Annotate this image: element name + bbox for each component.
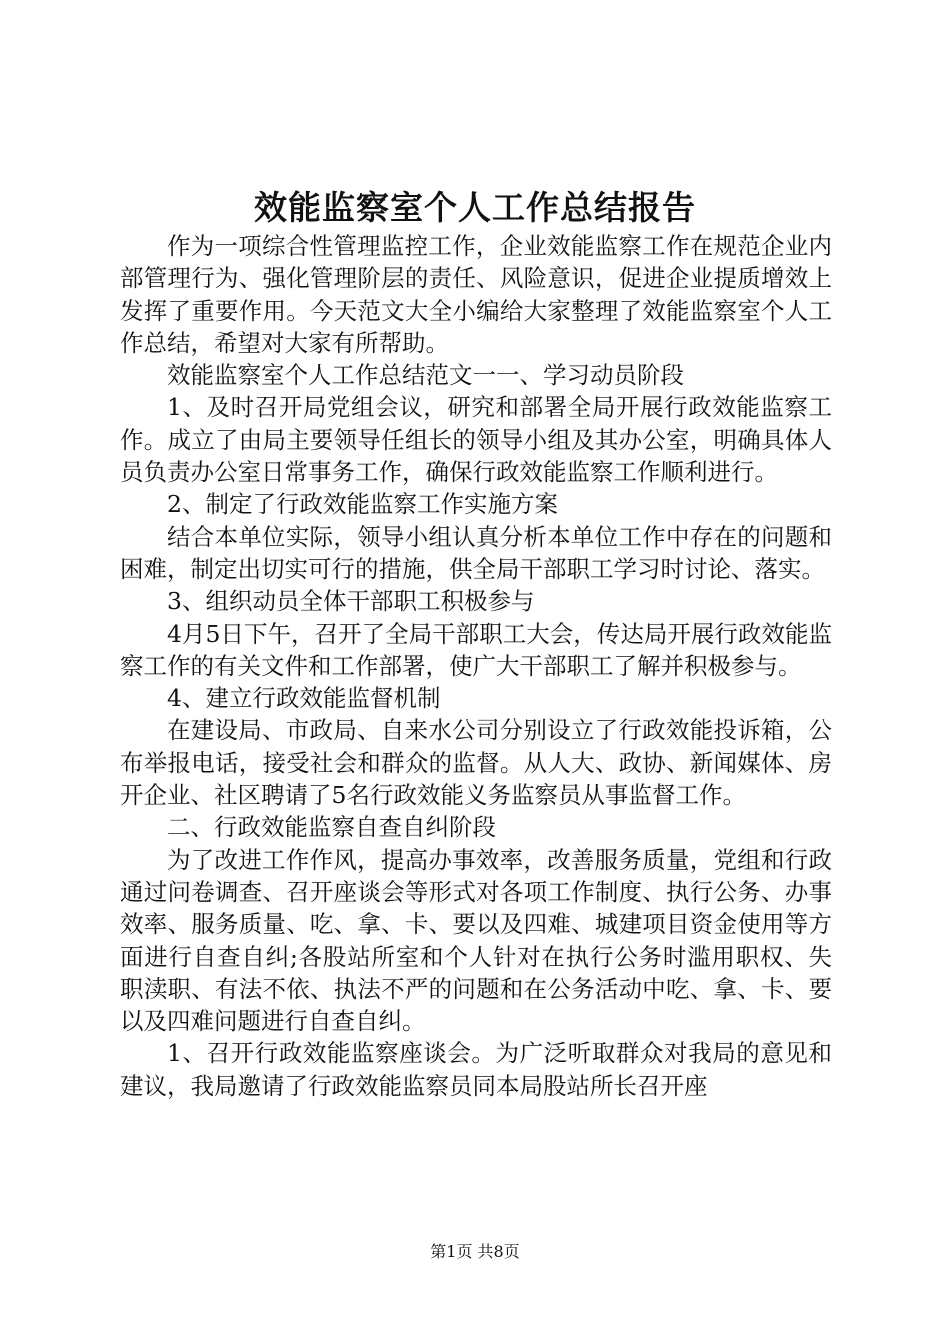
paragraph-item-4-body: 在建设局、市政局、自来水公司分别设立了行政效能投诉箱，公布举报电话，接受社会和群众的监督。从人大、政协、新闻媒体、房开企业、社区聘请了5名行政效能义务监察员从事监督工作。 [120,716,832,810]
paragraph-item-2-body: 结合本单位实际，领导小组认真分析本单位工作中存在的问题和困难，制定出切实可行的措施，供全局干部职工学习时讨论、落实。 [120,522,832,583]
paragraph-item-2-heading: 2、制定了行政效能监察工作实施方案 [167,490,558,519]
paragraph-intro: 作为一项综合性管理监控工作，企业效能监察工作在规范企业内部管理行为、强化管理阶层的责任、风险意识，促进企业提质增效上发挥了重要作用。今天范文大全小编给大家整理了效能监察室个人工作总结，希望对大家有所帮助。 [120,232,832,357]
paragraph-item-3-heading: 3、组织动员全体干部职工积极参与 [167,587,535,616]
paragraph-section-2-heading: 二、行政效能监察自查自纠阶段 [167,813,496,842]
paragraph-item-4-heading: 4、建立行政效能监督机制 [167,684,441,713]
paragraph-section-heading: 效能监察室个人工作总结范文一一、学习动员阶段 [167,361,684,390]
document-body [120,230,832,1102]
page-footer: 第1页 共8页 [430,1242,520,1261]
paragraph-section-2-body: 为了改进工作作风，提高办事效率，改善服务质量，党组和行政通过问卷调查、召开座谈会等形式对各项工作制度、执行公务、办事效率、服务质量、吃、拿、卡、要以及四难、城建项目资金使用等方面进行自查自纠;各股站所室和个人针对在执行公务时滥用职权、失职渎职、有法不依、执法不严的问题和在公务活动中吃、拿、卡、要以及四难问题进行自查自纠。 [120,845,832,1036]
paragraph-item-1: 1、及时召开局党组会议，研究和部署全局开展行政效能监察工作。成立了由局主要领导任组长的领导小组及其办公室，明确具体人员负责办公室日常事务工作，确保行政效能监察工作顺利进行。 [120,393,832,487]
document-title: 效能监察室个人工作总结报告 [254,188,696,227]
paragraph-section-2-item-1: 1、召开行政效能监察座谈会。为广泛听取群众对我局的意见和建议，我局邀请了行政效能监察员同本局股站所长召开座 [120,1039,832,1100]
paragraph-item-3-body: 4月5日下午，召开了全局干部职工大会，传达局开展行政效能监察工作的有关文件和工作部署，使广大干部职工了解并积极参与。 [120,619,832,680]
